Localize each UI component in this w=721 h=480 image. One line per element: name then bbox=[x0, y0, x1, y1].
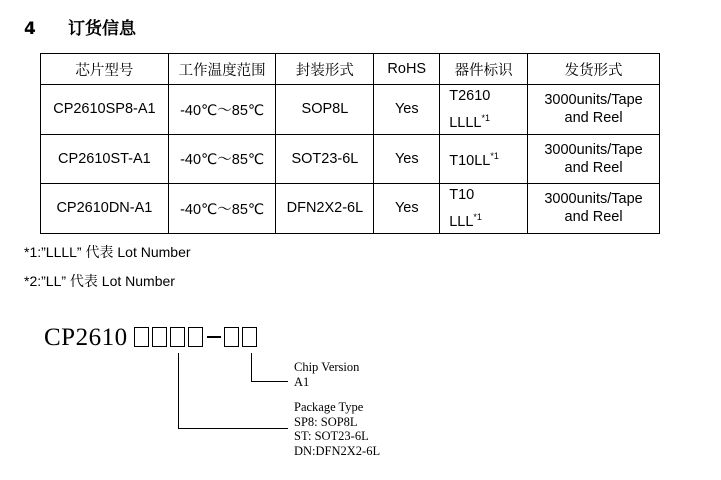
placeholder-box bbox=[242, 327, 257, 347]
cell-temp: -40℃～85℃ bbox=[168, 134, 276, 183]
mark-line2: LLLL bbox=[449, 114, 482, 131]
shipping-line2: and Reel bbox=[564, 209, 623, 226]
part-number-prefix: CP2610 bbox=[44, 324, 128, 351]
package-type-title: Package Type bbox=[294, 400, 364, 414]
header-temp-range: 工作温度范围 bbox=[168, 54, 276, 85]
shipping-line2: and Reel bbox=[564, 159, 623, 176]
header-chip-model: 芯片型号 bbox=[41, 54, 169, 85]
table-row bbox=[41, 183, 660, 233]
package-type-item: ST: SOT23-6L bbox=[294, 429, 369, 443]
mark-line1: T10LL bbox=[449, 153, 491, 170]
placeholder-box bbox=[152, 327, 167, 347]
cell-package: SOT23-6L bbox=[276, 134, 374, 183]
cell-shipping bbox=[528, 134, 660, 183]
chip-version-label bbox=[294, 360, 359, 389]
cell-rohs: Yes bbox=[374, 134, 440, 183]
header-package: 封装形式 bbox=[276, 54, 374, 85]
cell-rohs: Yes bbox=[374, 85, 440, 135]
table-row bbox=[41, 85, 660, 135]
cell-model: CP2610DN-A1 bbox=[41, 183, 169, 233]
part-number-dash bbox=[207, 336, 221, 338]
header-rohs: RoHS bbox=[374, 54, 440, 85]
placeholder-box bbox=[170, 327, 185, 347]
package-type-item: DN:DFN2X2-6L bbox=[294, 443, 381, 458]
cell-rohs: Yes bbox=[374, 183, 440, 233]
cell-shipping bbox=[528, 85, 660, 135]
cell-model: CP2610SP8-A1 bbox=[41, 85, 169, 135]
mark-footnote-ref: *1 bbox=[481, 113, 490, 123]
table-header-row bbox=[41, 54, 660, 85]
chip-version-title: Chip Version bbox=[294, 360, 360, 374]
mark-line1: T10 bbox=[449, 186, 475, 203]
cell-mark bbox=[440, 183, 528, 233]
cell-mark bbox=[440, 85, 528, 135]
chip-version-leader-horizontal bbox=[251, 381, 288, 382]
package-type-leader-horizontal bbox=[178, 428, 288, 429]
package-type-item: SP8: SOP8L bbox=[294, 414, 358, 429]
cell-shipping bbox=[528, 183, 660, 233]
package-type-leader-vertical bbox=[178, 353, 179, 429]
cell-mark bbox=[440, 134, 528, 183]
cell-package: DFN2X2-6L bbox=[276, 183, 374, 233]
section-heading bbox=[24, 14, 136, 39]
shipping-line2: and Reel bbox=[564, 110, 623, 127]
shipping-line1: 3000units/Tape bbox=[544, 92, 643, 109]
cell-temp: -40℃～85℃ bbox=[168, 183, 276, 233]
mark-line1: T2610 bbox=[449, 88, 491, 104]
placeholder-box bbox=[188, 327, 203, 347]
header-shipping: 发货形式 bbox=[528, 54, 660, 85]
table-row bbox=[41, 134, 660, 183]
chip-version-leader-vertical bbox=[251, 353, 252, 382]
ordering-info-table bbox=[40, 53, 660, 234]
header-device-mark: 器件标识 bbox=[440, 54, 528, 85]
footnote-2: *2:”LL” 代表 Lot Number bbox=[24, 273, 175, 289]
placeholder-box bbox=[134, 327, 149, 347]
mark-footnote-ref: *1 bbox=[490, 151, 499, 162]
mark-line2: LLL bbox=[449, 213, 474, 230]
footnote-1: *1:”LLLL” 代表 Lot Number bbox=[24, 244, 191, 260]
cell-temp: -40℃～85℃ bbox=[168, 85, 276, 135]
section-number: 4 bbox=[24, 19, 36, 39]
placeholder-box bbox=[224, 327, 239, 347]
mark-footnote-ref: *1 bbox=[473, 211, 482, 222]
cell-package: SOP8L bbox=[276, 85, 374, 135]
cell-model: CP2610ST-A1 bbox=[41, 134, 169, 183]
section-title: 订货信息 bbox=[68, 19, 136, 39]
part-number-diagram bbox=[44, 324, 260, 352]
chip-version-value: A1 bbox=[294, 374, 310, 389]
shipping-line1: 3000units/Tape bbox=[544, 191, 643, 208]
shipping-line1: 3000units/Tape bbox=[544, 141, 643, 158]
package-type-label bbox=[294, 400, 380, 458]
